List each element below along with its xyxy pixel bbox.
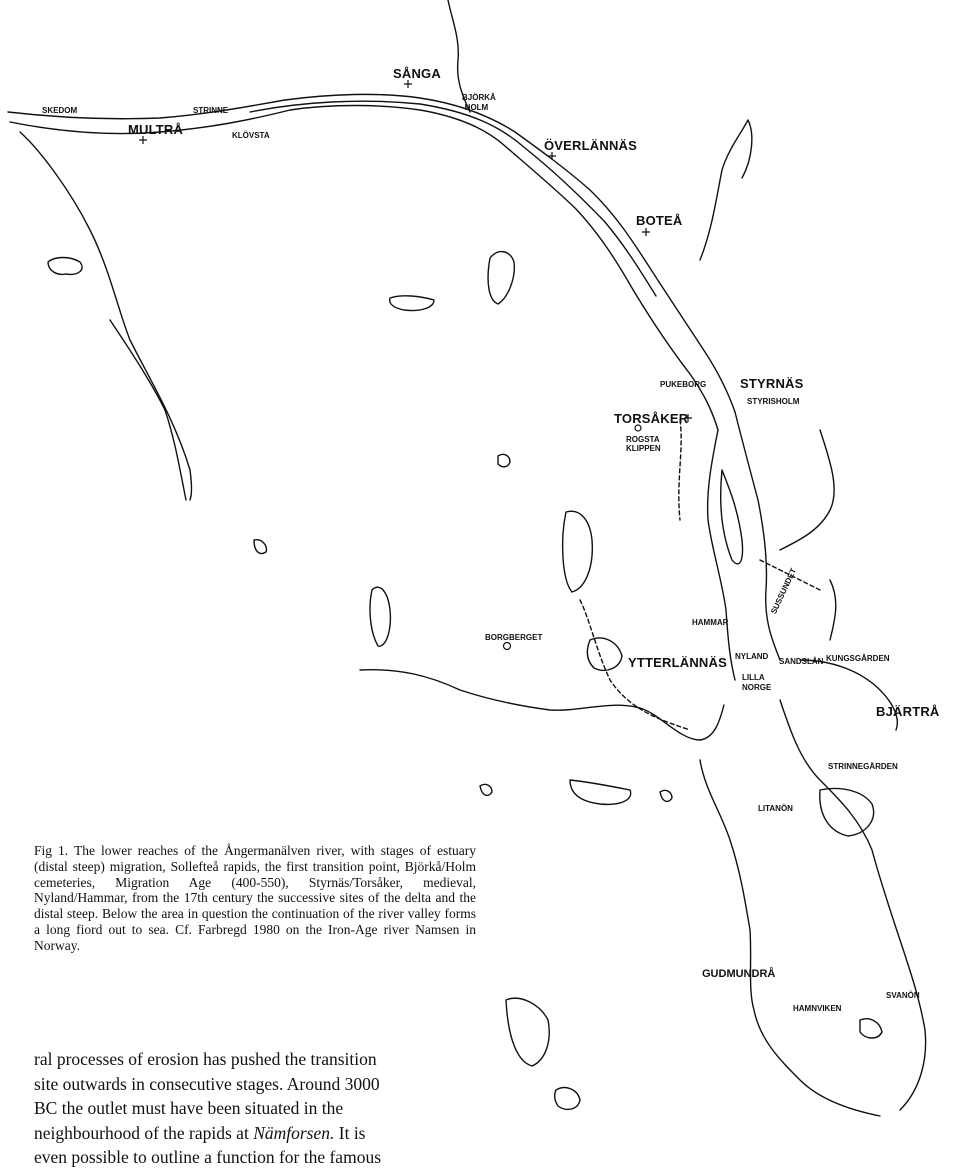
marker-borgberget [504, 643, 511, 650]
marker-overlannas [548, 152, 556, 160]
body-line-part: neighbourhood of the rapids at [34, 1122, 254, 1143]
label-torsaker: TORSÅKER [614, 411, 689, 426]
label-sanga: SÅNGA [393, 66, 441, 81]
label-hamnviken: HAMNVIKEN [793, 1004, 842, 1013]
label-strinne: STRINNE [193, 106, 229, 115]
label-skedom: SKEDOM [42, 106, 78, 115]
label-multra: MULTRÅ [128, 122, 184, 137]
island-11 [254, 540, 266, 554]
stream-west [20, 132, 192, 500]
island-14 [480, 784, 492, 795]
coast-west [360, 670, 724, 740]
label-svanon: SVANÖN [886, 991, 920, 1000]
island-1 [48, 258, 82, 275]
figure-caption: Fig 1. The lower reaches of the Ångermanälven river, with stages of estuary (distal steep) migration, Sollefteå rapids, the first transition point, Björkå/Holm cemeteries, Migration Age (400-550), Styrnäs/Torsåker, medieval, Nyland/Hammar, from the 17th century the successive sites of the delta and the distal steep. Below the area in question the continuation of the river valley forms a long fiord out to sea. Cf. Farbregd 1980 on the Iron-Age river Namsen in Norway. [34, 843, 476, 953]
marker-sanga [404, 80, 412, 88]
island-7 [820, 789, 874, 836]
label-nyland: NYLAND [735, 652, 769, 661]
body-paragraph [34, 1047, 476, 1170]
body-line: ral processes of erosion has pushed the transition [34, 1049, 377, 1069]
label-styrisholm: STYRISHOLM [747, 397, 800, 406]
island-8 [587, 638, 622, 670]
body-line: even possible to outline a function for the famous [34, 1147, 382, 1167]
body-line: BC the outlet must have been situated in the [34, 1098, 344, 1118]
island-5 [506, 998, 549, 1066]
delta-island [721, 470, 743, 564]
coast-fiord-west [700, 760, 880, 1116]
stream-west-2 [110, 320, 186, 500]
label-lilla-norge: LILLA NORGE [742, 673, 772, 692]
island-3 [563, 511, 593, 592]
label-sandslan: SANDSLÅN [779, 657, 824, 666]
label-bjorka-holm: BJÖRKÅ -HOLM [462, 93, 496, 112]
label-pukeborg: PUKEBORG [660, 380, 707, 389]
river-midchannel [250, 101, 656, 296]
label-bjartra: BJÄRTRÅ [876, 704, 940, 719]
island-6 [570, 780, 631, 804]
island-13 [660, 790, 672, 801]
river-bank-south [10, 106, 718, 431]
delta-west [708, 430, 735, 680]
label-overlannas: ÖVERLÄNNÄS [544, 138, 638, 153]
island-15 [860, 1019, 882, 1038]
label-botea: BOTEÅ [636, 213, 683, 228]
island-2 [488, 252, 514, 304]
coast-east [800, 660, 897, 730]
label-klovsta: KLÖVSTA [232, 131, 270, 140]
distal-steep-dashed-3 [679, 420, 681, 520]
label-borgberget: BORGBERGET [485, 633, 543, 642]
label-gudmundra: GUDMUNDRÅ [702, 968, 776, 980]
island-9 [555, 1088, 580, 1110]
stream-northeast [700, 120, 752, 260]
body-line: site outwards in consecutive stages. Around 3000 [34, 1073, 380, 1094]
label-kungsgarden: KUNGSGÅRDEN [826, 654, 890, 663]
coast-right [780, 430, 834, 550]
label-styrnas: STYRNÄS [740, 376, 804, 391]
label-strinnegarden: STRINNEGÄRDEN [828, 762, 898, 771]
label-hammar: HAMMAR [692, 618, 729, 627]
label-ytterlannas: YTTERLÄNNÄS [628, 655, 727, 670]
place-name-namforsen: Nämforsen. [253, 1122, 335, 1143]
marker-multra [139, 136, 147, 144]
label-litanon: LITANÖN [758, 804, 793, 813]
label-sussundet: SUSSUNDET [769, 566, 799, 616]
island-4 [370, 587, 390, 646]
body-line-part: It is [334, 1122, 366, 1143]
marker-botea [642, 228, 650, 236]
island-12 [390, 296, 434, 311]
body-line [34, 1121, 476, 1146]
coast-east-2 [830, 580, 836, 640]
island-10 [498, 454, 510, 466]
label-rogsta-klippen: ROGSTA KLIPPEN [626, 435, 661, 453]
